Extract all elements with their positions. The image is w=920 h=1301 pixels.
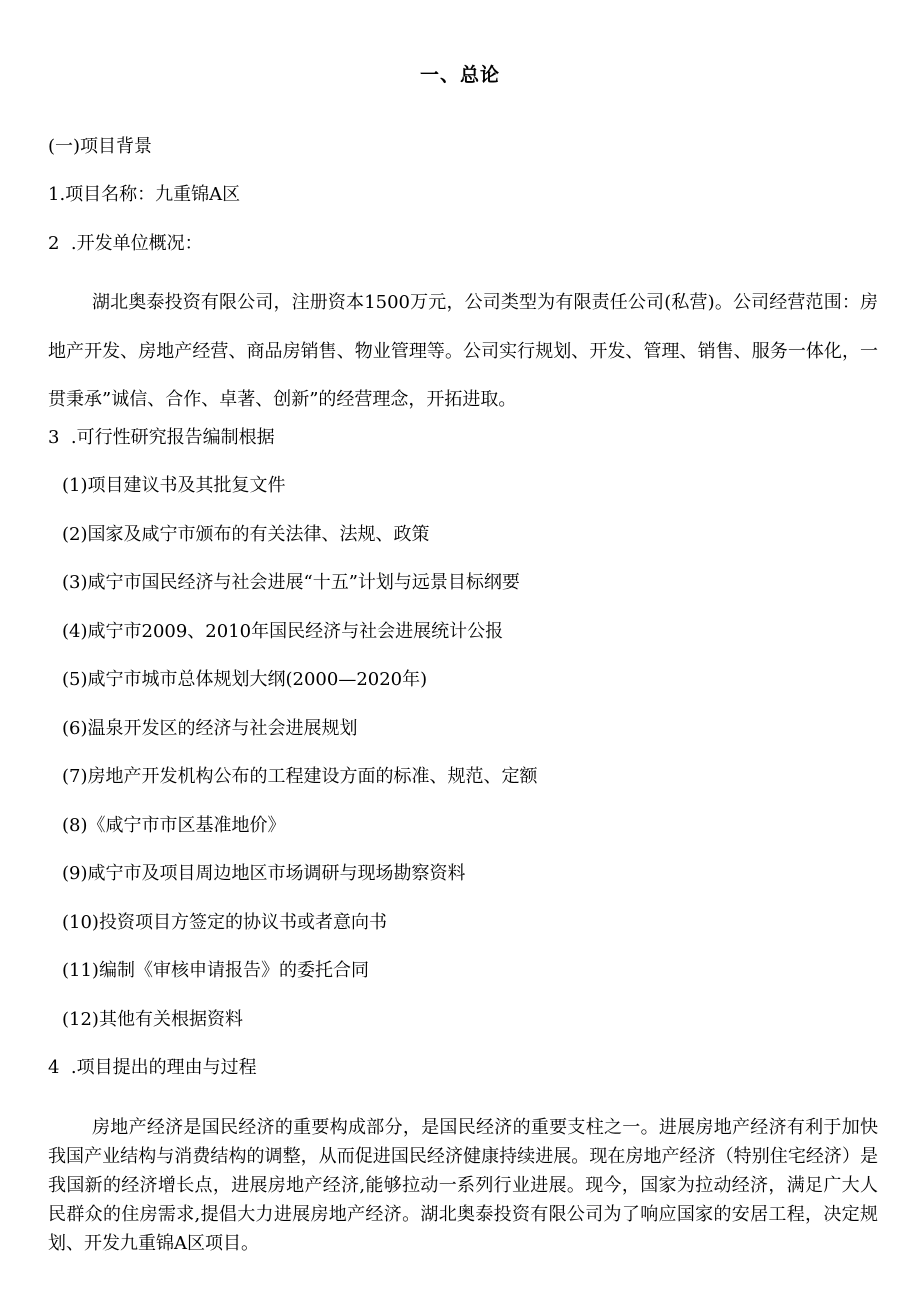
basis-list-item: (4)咸宁市2009、2010年国民经济与社会进展统计公报: [62, 621, 504, 642]
basis-list-item: (3)咸宁市国民经济与社会进展“十五”计划与远景目标纲要: [62, 572, 520, 593]
basis-list-item: (5)咸宁市城市总体规划大纲(2000—2020年): [62, 669, 428, 690]
basis-list-item: (2)国家及咸宁市颁布的有关法律、法规、政策: [62, 524, 430, 545]
basis-list-item: (1)项目建议书及其批复文件: [62, 475, 286, 496]
basis-list-item: (9)咸宁市及项目周边地区市场调研与现场勘察资料: [62, 863, 466, 884]
developer-paragraph: 湖北奥泰投资有限公司，注册资本1500万元，公司类型为有限责任公司(私营)。公司经营范围：房地产开发、房地产经营、商品房销售、物业管理等。公司实行规划、开发、管理、销售、服务一体化，一贯秉承”诚信、合作、卓著、创新”的经营理念，开拓进取。: [48, 292, 878, 410]
basis-list-item: (10)投资项目方签定的协议书或者意向书: [62, 912, 387, 933]
page-title: 一、总论: [419, 64, 500, 86]
rationale-paragraph: 房地产经济是国民经济的重要构成部分，是国民经济的重要支柱之一。进展房地产经济有利于加快我国产业结构与消费结构的调整，从而促进国民经济健康持续进展。现在房地产经济（特别住宅经济）是我国新的经济增长点，进展房地产经济,能够拉动一系列行业进展。现今，国家为拉动经济，满足广大人民群众的住房需求,提倡大力进展房地产经济。湖北奥泰投资有限公司为了响应国家的安居工程，决定规划、开发九重锦A区项目。: [48, 1117, 878, 1254]
item-project-rationale: 4 .项目提出的理由与过程: [48, 1057, 257, 1078]
basis-list-item: (8)《咸宁市市区基准地价》: [62, 815, 286, 836]
basis-list-item: (11)编制《审核申请报告》的委托合同: [62, 960, 369, 981]
item-project-name: 1.项目名称：九重锦A区: [48, 184, 241, 205]
item-developer-overview: 2 .开发单位概况：: [48, 233, 203, 254]
section-heading-background: (一)项目背景: [48, 136, 153, 157]
basis-list-item: (6)温泉开发区的经济与社会进展规划: [62, 718, 358, 739]
basis-list-item: (7)房地产开发机构公布的工程建设方面的标准、规范、定额: [62, 766, 538, 787]
basis-list-item: (12)其他有关根据资料: [62, 1009, 243, 1030]
item-feasibility-basis: 3 .可行性研究报告编制根据: [48, 427, 275, 448]
